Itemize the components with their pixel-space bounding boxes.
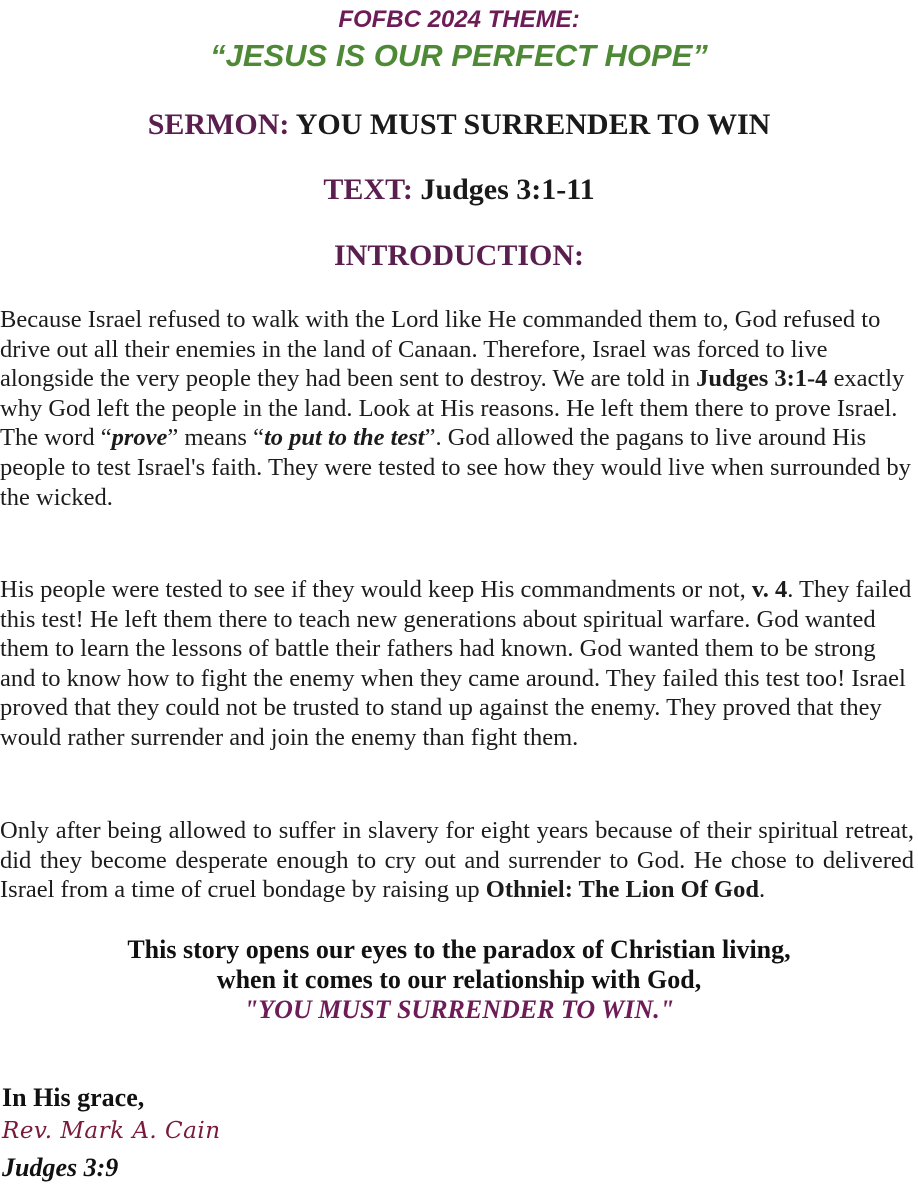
paragraph-1-text-b: exactly why God left the people in the land. Look at His reasons. He left them there to prove Israel. The word “ bbox=[0, 365, 905, 452]
paragraph-2-text-a: His people were tested to see if they would keep His commandments or not, bbox=[0, 576, 752, 603]
closing-statement bbox=[0, 935, 918, 1025]
sermon-title: YOU MUST SURRENDER TO WIN bbox=[289, 108, 771, 141]
text-heading bbox=[0, 173, 918, 207]
text-reference: Judges 3:1-11 bbox=[412, 173, 595, 206]
paragraph-1-definition: to put to the test bbox=[263, 424, 425, 452]
paragraph-1-text-c: ” means “ bbox=[167, 424, 264, 452]
signoff-scripture: Judges 3:9 bbox=[2, 1153, 119, 1182]
paragraph-1-text-d: ”. God allowed the pagans to live around His people to test Israel's faith. They were tested to see how they would live when surrounded by the wicked. bbox=[0, 424, 911, 511]
theme-title: “JESUS IS OUR PERFECT HOPE” bbox=[210, 38, 708, 73]
paragraph-1-scripture-ref: Judges 3:1-4 bbox=[696, 365, 828, 393]
sermon-heading bbox=[0, 108, 918, 142]
paragraph-3-othniel: Othniel: The Lion Of God bbox=[485, 876, 759, 904]
theme-label: FOFBC 2024 THEME: bbox=[338, 6, 580, 33]
paragraph-3 bbox=[0, 816, 914, 905]
paragraph-3-text-a: Only after being allowed to suffer in slavery for eight years because of their spiritual retreat, did they become desperate enough to cry out and surrender to God. He chose to delivered Israel from a time of cruel bondage by raising up bbox=[0, 817, 914, 904]
paragraph-2-text-b: . They failed this test! He left them there to teach new generations about spiritual warfare. God wanted them to learn the lessons of battle their fathers had known. God wanted them to be strong and to know how to fight the enemy when they came around. They failed this test too! Israel proved that they could not be trusted to stand up against the enemy. They proved that they would rather surrender and join the enemy than fight them. bbox=[0, 576, 912, 751]
paragraph-3-text-b: . bbox=[758, 876, 766, 904]
closing-quote: "YOU MUST SURRENDER TO WIN." bbox=[243, 995, 675, 1024]
sermon-label: SERMON: bbox=[147, 108, 290, 141]
paragraph-2 bbox=[0, 575, 914, 753]
closing-line-2: when it comes to our relationship with God, bbox=[216, 965, 702, 994]
paragraph-1-word-prove: prove bbox=[111, 424, 168, 452]
introduction-heading: INTRODUCTION: bbox=[333, 239, 585, 272]
text-label: TEXT: bbox=[323, 173, 413, 206]
signoff-greeting: In His grace, bbox=[2, 1083, 145, 1112]
paragraph-1-text-a: Because Israel refused to walk with the Lord like He commanded them to, God refused to drive out all their enemies in the land of Canaan. Therefore, Israel was forced to live alongside the very people they had been sent to destroy. We are told in bbox=[0, 306, 881, 393]
closing-line-1: This story opens our eyes to the paradox of Christian living, bbox=[127, 935, 791, 964]
paragraph-1 bbox=[0, 305, 914, 512]
paragraph-2-verse-ref: v. 4 bbox=[751, 576, 788, 603]
pastor-signature: Rev. Mark A. Cain bbox=[2, 1118, 221, 1144]
